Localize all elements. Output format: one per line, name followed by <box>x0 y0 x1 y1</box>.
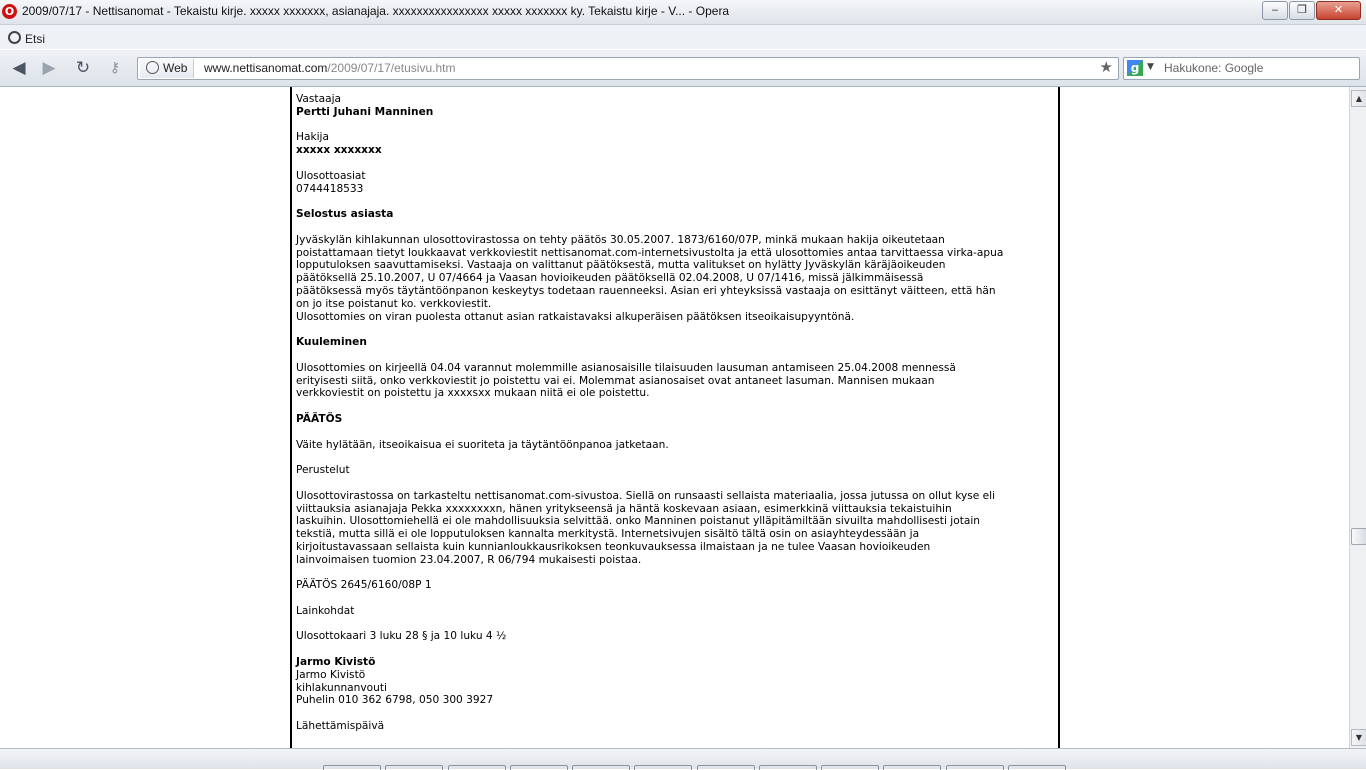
address-bar[interactable] <box>137 57 1119 80</box>
forward-button[interactable]: ▶ <box>42 58 56 78</box>
bookmark-star-icon[interactable]: ★ <box>1099 58 1113 76</box>
facts-line: lopputuloksen saavuttamiseksi. Vastaaja on valittanut päätöksestä, mutta valitukset on hylätty Jyväskylän käräjäoikeuden <box>296 259 946 272</box>
decision-heading: PÄÄTÖS <box>296 412 343 425</box>
facts-line: Ulosottomies on viran puolesta ottanut asian ratkaistavaksi alkuperäisen päätöksen itseoikaisupyyntönä. <box>296 310 855 323</box>
magnifier-icon <box>8 31 21 44</box>
find-menu-button[interactable] <box>8 30 45 46</box>
case-number: 0744418533 <box>296 182 364 195</box>
chevron-down-icon[interactable]: ▼ <box>1147 62 1154 72</box>
facts-line: poistattamaan tietyt loukkaavat verkkoviestit nettisanomat.com-internetsivustolta ja että ulosottomies antaa tarvittaessa virka-apua <box>296 246 1004 259</box>
reasons-line: viittauksia asianajaja Pekka xxxxxxxxn, hänen yritykseensä ja häntä koskevaan asiaan, esimerkkinä viittauksia tekaistuihin <box>296 502 952 515</box>
close-button[interactable]: ✕ <box>1316 1 1361 20</box>
hearing-line: Ulosottomies on kirjeellä 04.04 varannut molemmille asianosaisille tilaisuuden lausuman antamiseen 25.04.2008 mennessä <box>296 361 956 374</box>
facts-line: päätöksessä myös täytäntöönpanon keskeytys todetaan rauenneeksi. Asian eri yhteyksissä vastaaja on esittänyt väitteen, että hän <box>296 284 996 297</box>
document-column <box>290 87 1060 748</box>
sent-date-label: Lähettämispäivä <box>296 720 385 733</box>
menu-bar <box>0 25 1366 49</box>
reasons-line: laskuihin. Ulosottomiehellä ei ole mahdollisuuksia selvittää. onko Manninen poistanut ylläpitämiltään sivuilta mahdollisesti jotain <box>296 515 980 528</box>
provisions-text: Ulosottokaari 3 luku 28 § ja 10 luku 4 ½ <box>296 630 507 643</box>
find-menu-label: Etsi <box>25 32 46 46</box>
decision-text: Väite hylätään, itseoikaisua ei suoriteta ja täytäntöönpanoa jatketaan. <box>296 438 669 451</box>
applicant-label: Hakija <box>296 131 329 144</box>
signer-bold: Jarmo Kivistö <box>296 656 376 669</box>
web-badge-label: Web <box>163 61 188 75</box>
wand-key-icon[interactable]: ⚷ <box>109 60 121 76</box>
globe-icon <box>146 61 159 74</box>
reload-button[interactable]: ↻ <box>75 58 91 78</box>
window-titlebar <box>0 0 1366 25</box>
facts-heading: Selostus asiasta <box>296 208 394 221</box>
document-body <box>296 93 1052 733</box>
facts-line: päätöksellä 25.10.2007, U 07/4664 ja Vaasan hovioikeuden päätöksellä 02.04.2008, U 07/1416, missä jälkimmäisessä <box>296 272 924 285</box>
search-input[interactable]: Hakukone: Google <box>1164 61 1264 75</box>
url-host: www.nettisanomat.com <box>204 61 328 75</box>
reasons-label: Perustelut <box>296 464 350 477</box>
address-url[interactable] <box>204 61 455 75</box>
window-title: 2009/07/17 - Nettisanomat - Tekaistu kirje. xxxxx xxxxxxx, asianajaja. xxxxxxxxxxxxxxxx xxxxx xxxxxxx ky. Tekaistu kirje - V... - Opera <box>22 4 730 18</box>
facts-line: Jyväskylän kihlakunnan ulosottovirastossa on tehty päätös 30.05.2007. 1873/6160/07P, minkä mukaan hakija oikeutetaan <box>296 233 945 246</box>
facts-line: on jo itse poistanut ko. verkkoviestit. <box>296 297 492 310</box>
opera-logo-icon[interactable]: O <box>2 4 17 19</box>
signer-title: kihlakunnanvouti <box>296 681 387 694</box>
web-badge[interactable] <box>140 59 194 78</box>
hearing-line: verkkoviestit on poistettu ja xxxxsxx mukaan niitä ei ole poistettu. <box>296 387 650 400</box>
status-bar <box>0 748 1366 769</box>
respondent-name: Pertti Juhani Manninen <box>296 105 434 118</box>
reasons-line: lainvoimaisen tuomion 23.04.2007, R 06/794 mukaisesti poistaa. <box>296 553 642 566</box>
reasons-line: kirjoitustavassaan sellaista kuin kunnianloukkausrikoksen teonkuvauksessa ilmaistaan ja ne tulee Vaasan hovioikeuden <box>296 540 931 553</box>
decision-number: PÄÄTÖS 2645/6160/08P 1 <box>296 579 432 592</box>
respondent-label: Vastaaja <box>296 93 342 105</box>
google-icon[interactable]: g <box>1127 60 1143 76</box>
provisions-label: Lainkohdat <box>296 604 355 617</box>
hearing-heading: Kuuleminen <box>296 336 367 349</box>
page-viewport <box>0 87 1349 748</box>
scroll-up-button[interactable]: ▲ <box>1351 90 1366 107</box>
signer-phone: Puhelin 010 362 6798, 050 300 3927 <box>296 694 494 707</box>
scroll-down-button[interactable]: ▼ <box>1351 729 1366 746</box>
applicant-name: xxxxx xxxxxxx <box>296 144 382 157</box>
minimize-button[interactable]: ‒ <box>1262 1 1288 20</box>
hearing-line: erityisesti siitä, onko verkkoviestit jo poistettu vai ei. Molemmat asianosaiset ovat antaneet lasuman. Mannisen mukaan <box>296 374 935 387</box>
maximize-button[interactable]: ❐ <box>1289 1 1315 20</box>
signer-name: Jarmo Kivistö <box>296 668 366 681</box>
case-label: Ulosottoasiat <box>296 169 366 182</box>
url-path: /2009/07/17/etusivu.htm <box>327 61 456 75</box>
vertical-scrollbar[interactable] <box>1349 87 1366 748</box>
search-engine-box[interactable] <box>1123 57 1360 80</box>
reasons-line: Ulosottovirastossa on tarkasteltu nettisanomat.com-sivustoa. Siellä on runsaasti sellaista materiaalia, jossa jutussa on ollut kyse eli <box>296 489 996 502</box>
reasons-line: tekstiä, mutta sillä ei ole lopputuloksen kannalta merkitystä. Internetsivujen sisältö tältä osin on asiayhteydessään ja <box>296 528 920 541</box>
back-button[interactable]: ◀ <box>12 58 26 78</box>
scroll-thumb[interactable] <box>1351 528 1366 545</box>
